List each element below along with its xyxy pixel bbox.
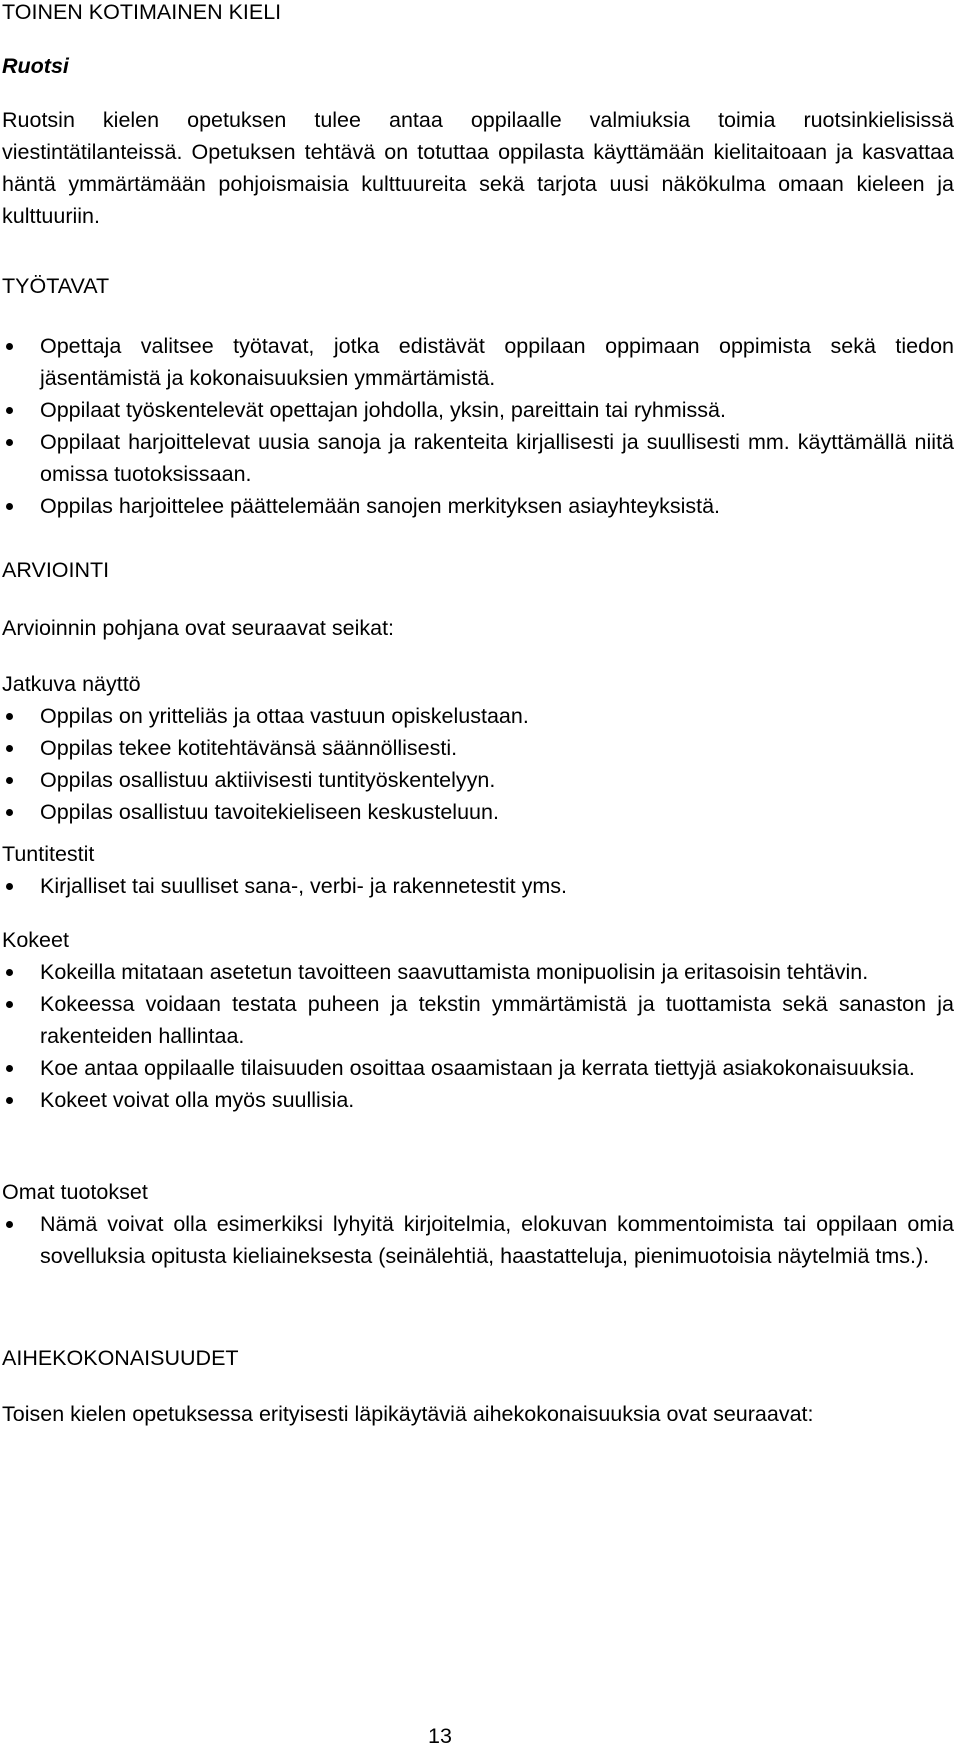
- continuous-section: [2, 668, 954, 828]
- bullet-icon: [6, 777, 13, 784]
- list-item: Oppilaat työskentelevät opettajan johdolla, yksin, pareittain tai ryhmissä.: [2, 394, 954, 426]
- bullet-icon: [6, 969, 13, 976]
- bullet-icon: [6, 1001, 13, 1008]
- bullet-icon: [6, 503, 13, 510]
- themes-paragraph: [2, 1398, 954, 1430]
- themes-heading-text: AIHEKOKONAISUUDET: [2, 1346, 239, 1370]
- bullet-icon: [6, 343, 13, 350]
- own-products-section: [2, 1176, 954, 1272]
- work-methods-heading: [2, 270, 954, 302]
- list-item: Oppilas osallistuu tavoitekieliseen keskusteluun.: [2, 796, 954, 828]
- subject-title: [2, 50, 954, 82]
- list-item: Kokeilla mitataan asetetun tavoitteen saavuttamista monipuolisin ja eritasoisin tehtävin.: [2, 956, 954, 988]
- themes-text: Toisen kielen opetuksessa erityisesti läpikäytäviä aihekokonaisuuksia ovat seuraavat:: [2, 1402, 814, 1426]
- list-item: Oppilaat harjoittelevat uusia sanoja ja rakenteita kirjallisesti ja suullisesti mm. käyttämällä niitä omissa tuotoksissaan.: [2, 426, 954, 490]
- bullet-icon: [6, 883, 13, 890]
- bullet-icon: [6, 1221, 13, 1228]
- themes-heading: [2, 1342, 954, 1374]
- continuous-title: Jatkuva näyttö: [2, 672, 141, 696]
- list-item: Oppilas osallistuu aktiivisesti tuntityöskentelyyn.: [2, 764, 954, 796]
- list-item: Koe antaa oppilaalle tilaisuuden osoittaa osaamistaan ja kerrata tiettyjä asiakokonaisuuksia.: [2, 1052, 954, 1084]
- subject-title-text: Ruotsi: [2, 54, 69, 78]
- list-item: Opettaja valitsee työtavat, jotka edistävät oppilaan oppimaan oppimista sekä tiedon jäsentämistä ja kokonaisuuksien ymmärtämistä.: [2, 330, 954, 394]
- assessment-heading-text: ARVIOINTI: [2, 558, 110, 582]
- exams-section: [2, 924, 954, 1116]
- section-title-text: TOINEN KOTIMAINEN KIELI: [2, 0, 282, 24]
- section-title: [2, 0, 954, 28]
- bullet-icon: [6, 1065, 13, 1072]
- work-methods-heading-text: TYÖTAVAT: [2, 274, 110, 298]
- page-number-text: 13: [428, 1724, 452, 1748]
- list-item: Kokeet voivat olla myös suullisia.: [2, 1084, 954, 1116]
- bullet-icon: [6, 407, 13, 414]
- bullet-icon: [6, 439, 13, 446]
- work-methods-list: [2, 330, 954, 522]
- exams-title: Kokeet: [2, 928, 69, 952]
- bullet-icon: [6, 809, 13, 816]
- own-products-title: Omat tuotokset: [2, 1180, 148, 1204]
- bullet-icon: [6, 713, 13, 720]
- list-item: Oppilas on yritteliäs ja ottaa vastuun opiskelustaan.: [2, 700, 954, 732]
- intro-text: Ruotsin kielen opetuksen tulee antaa oppilaalle valmiuksia toimia ruotsinkielisissä viestintätilanteissä. Opetuksen tehtävä on totuttaa oppilasta käyttämään kielitaitoaan ja kasvattaa häntä ymmärtämään pohjoismaisia kulttuureita sekä tarjota uusi näkökulma omaan kieleen ja kulttuuriin.: [2, 108, 954, 228]
- list-item: Kokeessa voidaan testata puheen ja tekstin ymmärtämistä ja tuottamista sekä sanaston ja rakenteiden hallintaa.: [2, 988, 954, 1052]
- list-item: Nämä voivat olla esimerkiksi lyhyitä kirjoitelmia, elokuvan kommentoimista tai oppilaan omia sovelluksia opitusta kieliaineksesta (seinälehtiä, haastatteluja, pienimuotoisia näytelmiä tms.).: [2, 1208, 954, 1272]
- intro-paragraph: [2, 104, 954, 232]
- list-item: Oppilas harjoittelee päättelemään sanojen merkityksen asiayhteyksistä.: [2, 490, 954, 522]
- assessment-heading: [2, 554, 954, 586]
- list-item: Oppilas tekee kotitehtävänsä säännöllisesti.: [2, 732, 954, 764]
- list-item: Kirjalliset tai suulliset sana-, verbi- ja rakennetestit yms.: [2, 870, 954, 902]
- lesson-tests-title: Tuntitestit: [2, 842, 95, 866]
- page-number: [0, 1720, 960, 1752]
- bullet-icon: [6, 745, 13, 752]
- bullet-icon: [6, 1097, 13, 1104]
- assessment-intro-text: Arvioinnin pohjana ovat seuraavat seikat:: [2, 616, 395, 640]
- assessment-intro: [2, 612, 954, 644]
- lesson-tests-section: [2, 838, 954, 902]
